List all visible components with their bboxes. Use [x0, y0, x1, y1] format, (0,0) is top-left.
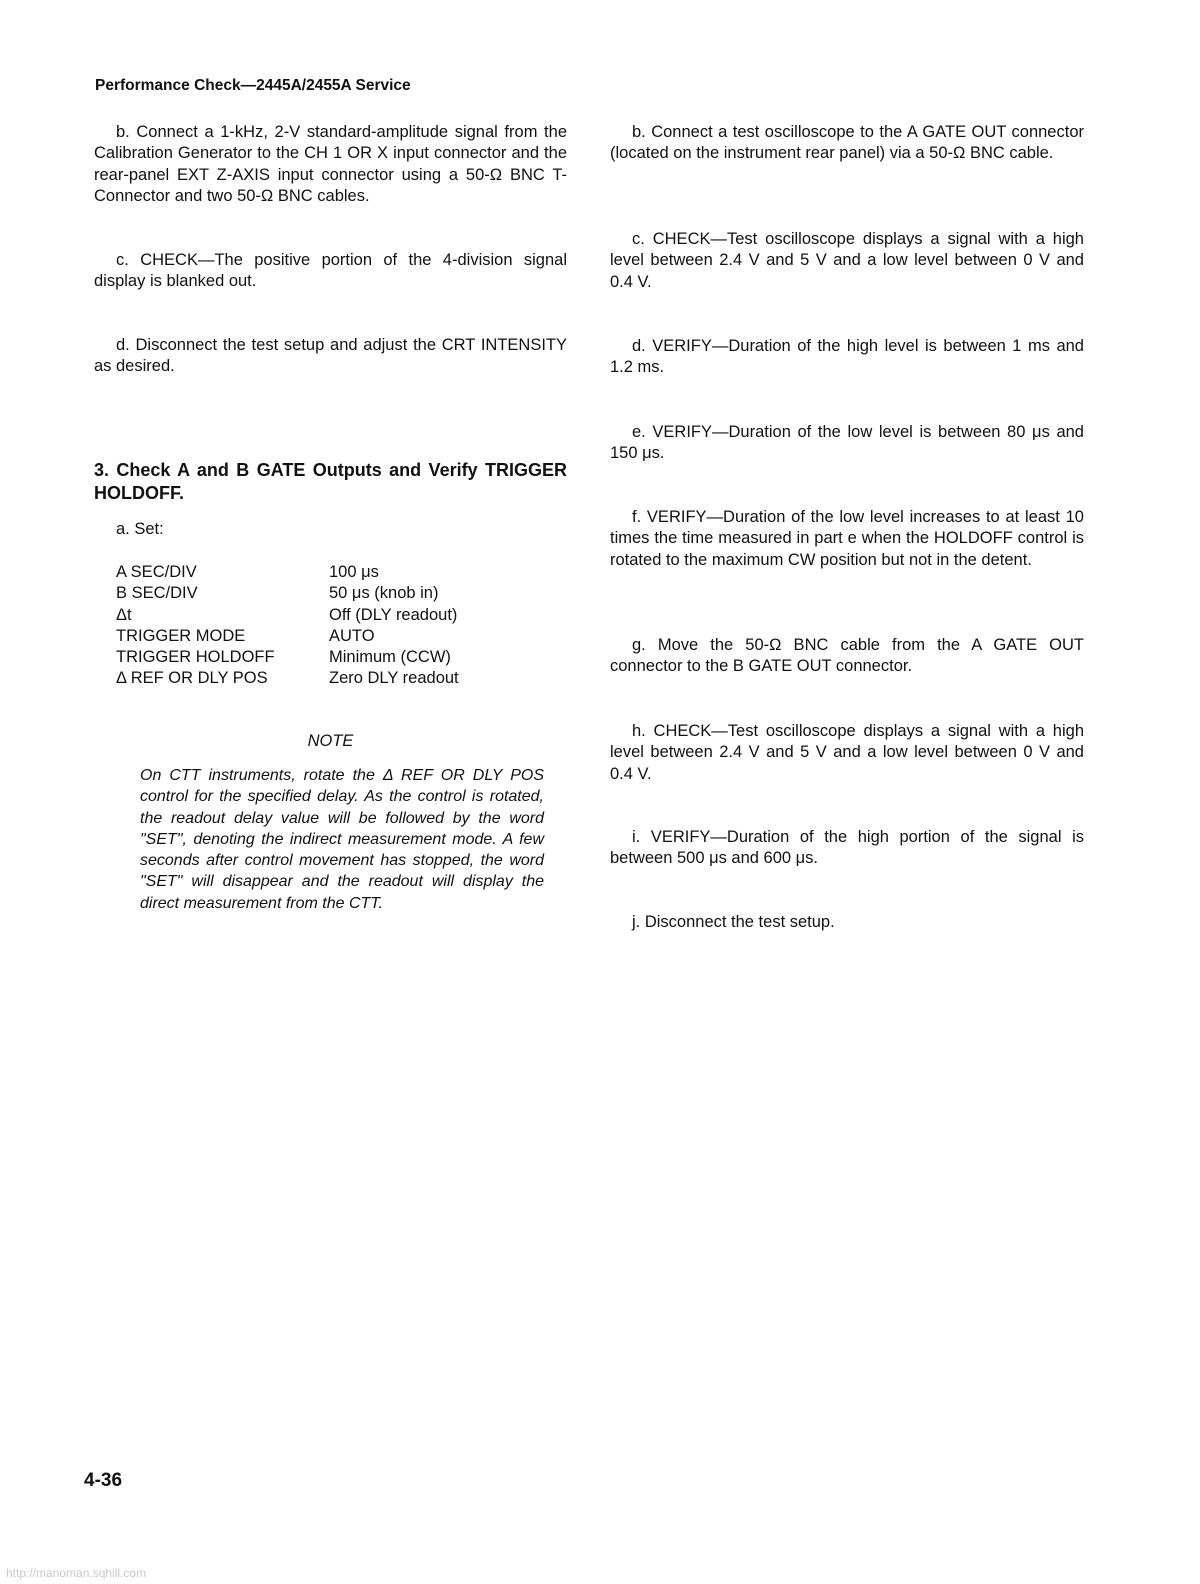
- setting-name: Δ REF OR DLY POS: [116, 669, 268, 688]
- setting-name: Δt: [116, 605, 132, 624]
- right-column: [610, 0, 1084, 1000]
- settings-row: [116, 605, 459, 626]
- section-heading: 3. Check A and B GATE Outputs and Verify TRIGGER HOLDOFF.: [94, 460, 567, 503]
- setting-value: 50 μs (knob in): [329, 584, 439, 603]
- setting-name: TRIGGER HOLDOFF: [116, 648, 275, 667]
- right-step-d: d. VERIFY—Duration of the high level is between 1 ms and 1.2 ms.: [610, 337, 1084, 377]
- settings-table: [116, 562, 459, 690]
- right-step-g: g. Move the 50-Ω BNC cable from the A GATE OUT connector to the B GATE OUT connector.: [610, 636, 1084, 676]
- setting-value: AUTO: [329, 626, 375, 645]
- left-step-d: d. Disconnect the test setup and adjust the CRT INTENSITY as desired.: [94, 336, 567, 376]
- watermark: http://manoman.sqhill.com: [6, 1566, 147, 1580]
- note-title: NOTE: [307, 732, 354, 750]
- setting-value: Zero DLY readout: [329, 669, 459, 688]
- settings-row: [116, 626, 459, 647]
- settings-row: [116, 647, 459, 668]
- setting-value: Off (DLY readout): [329, 605, 458, 624]
- left-column: [94, 0, 567, 1000]
- right-step-j: j. Disconnect the test setup.: [632, 913, 835, 931]
- left-step-c: c. CHECK—The positive portion of the 4-division signal display is blanked out.: [94, 251, 567, 291]
- right-step-c: c. CHECK—Test oscilloscope displays a signal with a high level between 2.4 V and 5 V and a low level between 0 V and 0.4 V.: [610, 230, 1084, 291]
- setting-name: A SEC/DIV: [116, 563, 197, 581]
- right-step-h: h. CHECK—Test oscilloscope displays a signal with a high level between 2.4 V and 5 V and a low level between 0 V and 0.4 V.: [610, 722, 1084, 783]
- settings-row: [116, 562, 459, 583]
- page-header: Performance Check—2445A/2455A Service: [95, 77, 411, 94]
- setting-value: 100 μs: [329, 563, 379, 581]
- left-step-a: a. Set:: [116, 520, 164, 538]
- setting-name: TRIGGER MODE: [116, 626, 246, 645]
- setting-name: B SEC/DIV: [116, 584, 198, 603]
- right-step-b: b. Connect a test oscilloscope to the A GATE OUT connector (located on the instrument rear panel) via a 50-Ω BNC cable.: [610, 123, 1084, 163]
- right-step-f: f. VERIFY—Duration of the low level increases to at least 10 times the time measured in part e when the HOLDOFF control is rotated to the maximum CW position but not in the detent.: [610, 508, 1084, 569]
- settings-row: [116, 583, 459, 604]
- page-number: 4-36: [84, 1470, 123, 1491]
- left-step-b: b. Connect a 1-kHz, 2-V standard-amplitude signal from the Calibration Generator to the CH 1 OR X input connector and the rear-panel EXT Z-AXIS input connector using a 50-Ω BNC T-Connector and two 50-Ω BNC cables.: [94, 123, 567, 205]
- right-step-e: e. VERIFY—Duration of the low level is between 80 μs and 150 μs.: [610, 423, 1084, 463]
- note-body: On CTT instruments, rotate the Δ REF OR DLY POS control for the specified delay. As the control is rotated, the readout delay value will be followed by the word "SET", denoting the indirect measurement mode. A few seconds after control movement has stopped, the word "SET" will disappear and the readout will display the direct measurement from the CTT.: [140, 767, 544, 912]
- right-step-i: i. VERIFY—Duration of the high portion of the signal is between 500 μs and 600 μs.: [610, 828, 1084, 868]
- setting-value: Minimum (CCW): [329, 648, 451, 667]
- settings-row: [116, 668, 459, 689]
